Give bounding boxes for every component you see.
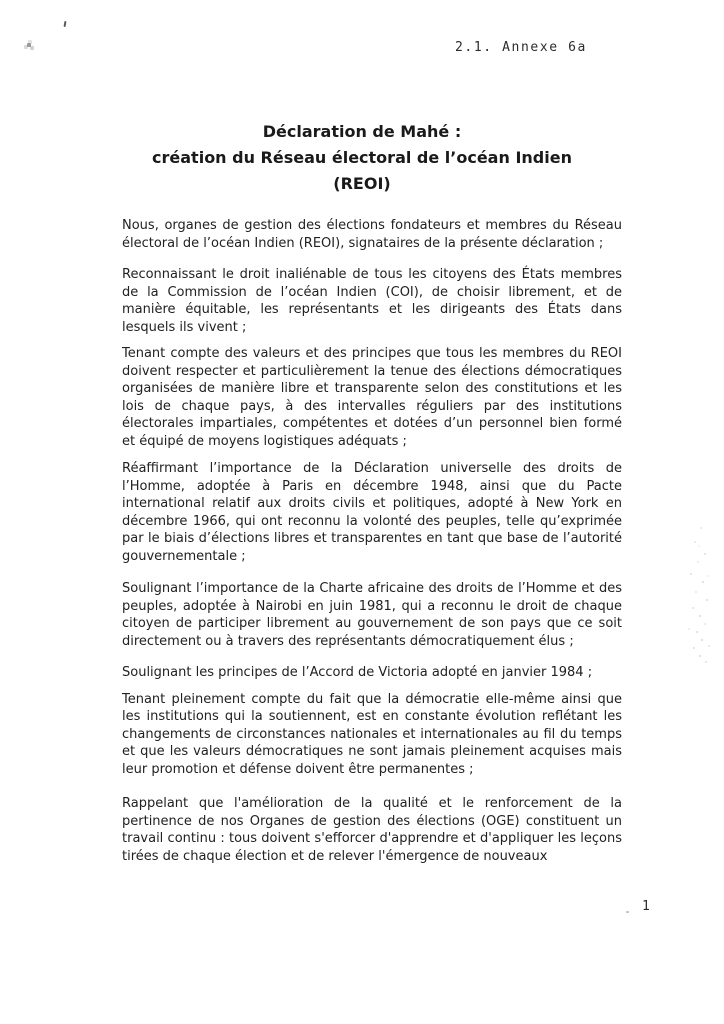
scan-artifact	[63, 21, 66, 27]
title-line-1: Déclaration de Mahé :	[262, 122, 462, 141]
paragraph-tenant-compte: Tenant compte des valeurs et des principes que tous les membres du REOI doivent respecter et particulièrement la tenue des élections démocratiques organisées de manière libre et transparente selon des constitutions et les lois de chaque pays, à des intervalles réguliers par des institutions électorales impartiales, compétentes et dotées d’un personnel bien formé et équipé de moyens logistiques adéquats ;	[122, 346, 622, 449]
scan-artifact	[626, 911, 629, 913]
scan-artifact	[0, 0, 2, 2]
title-line-2: création du Réseau électoral de l’océan Indien	[152, 148, 572, 167]
paragraph-preamble: Nous, organes de gestion des élections fondateurs et membres du Réseau électoral de l’océan Indien (REOI), signataires de la présente déclaration ;	[122, 218, 622, 251]
paragraph-reaffirmant: Réaffirmant l’importance de la Déclaration universelle des droits de l’Homme, adoptée à Paris en décembre 1948, ainsi que du Pacte international relatif aux droits civils et politiques, adopté à New York en décembre 1966, qui ont reconnu la volonté des peuples, telle qu’exprimée par le biais d’élections libres et transparentes en tant que base de l’autorité gouvernementale ;	[122, 461, 622, 564]
document-title	[62, 119, 662, 197]
annex-reference: 2.1. Annexe 6a	[455, 40, 587, 55]
title-line-3: (REOI)	[333, 174, 391, 193]
paragraph-rappelant: Rappelant que l'amélioration de la qualité et le renforcement de la pertinence de nos Organes de gestion des élections (OGE) constituent un travail continu : tous doivent s'efforcer d'apprendre et d'appliquer les leçons tirées de chaque élection et de relever l'émergence de nouveaux	[122, 796, 622, 864]
scan-artifact	[27, 43, 31, 47]
paragraph-soulignant-charte: Soulignant l’importance de la Charte africaine des droits de l’Homme et des peuples, adoptée à Nairobi en juin 1981, qui a reconnu le droit de chaque citoyen de participer librement au gouvernement de son pays que ce soit directement ou à travers des représentants démocratiquement élus ;	[122, 581, 622, 649]
paragraph-reconnaissant: Reconnaissant le droit inaliénable de tous les citoyens des États membres de la Commission de l’océan Indien (COI), de choisir librement, et de manière équitable, les représentants et les dirigeants des États dans lesquels ils vivent ;	[122, 267, 622, 335]
paragraph-soulignant-accord: Soulignant les principes de l’Accord de Victoria adopté en janvier 1984 ;	[122, 665, 593, 680]
paragraph-tenant-pleinement: Tenant pleinement compte du fait que la démocratie elle-même ainsi que les institutions qui la soutiennent, est en constante évolution reflétant les changements de circonstances nationales et internationales au fil du temps et que les valeurs démocratiques ne sont jamais pleinement acquises mais leur promotion et défense doivent être permanentes ;	[122, 691, 622, 777]
page-number: 1	[642, 899, 650, 914]
document-body	[122, 217, 622, 865]
